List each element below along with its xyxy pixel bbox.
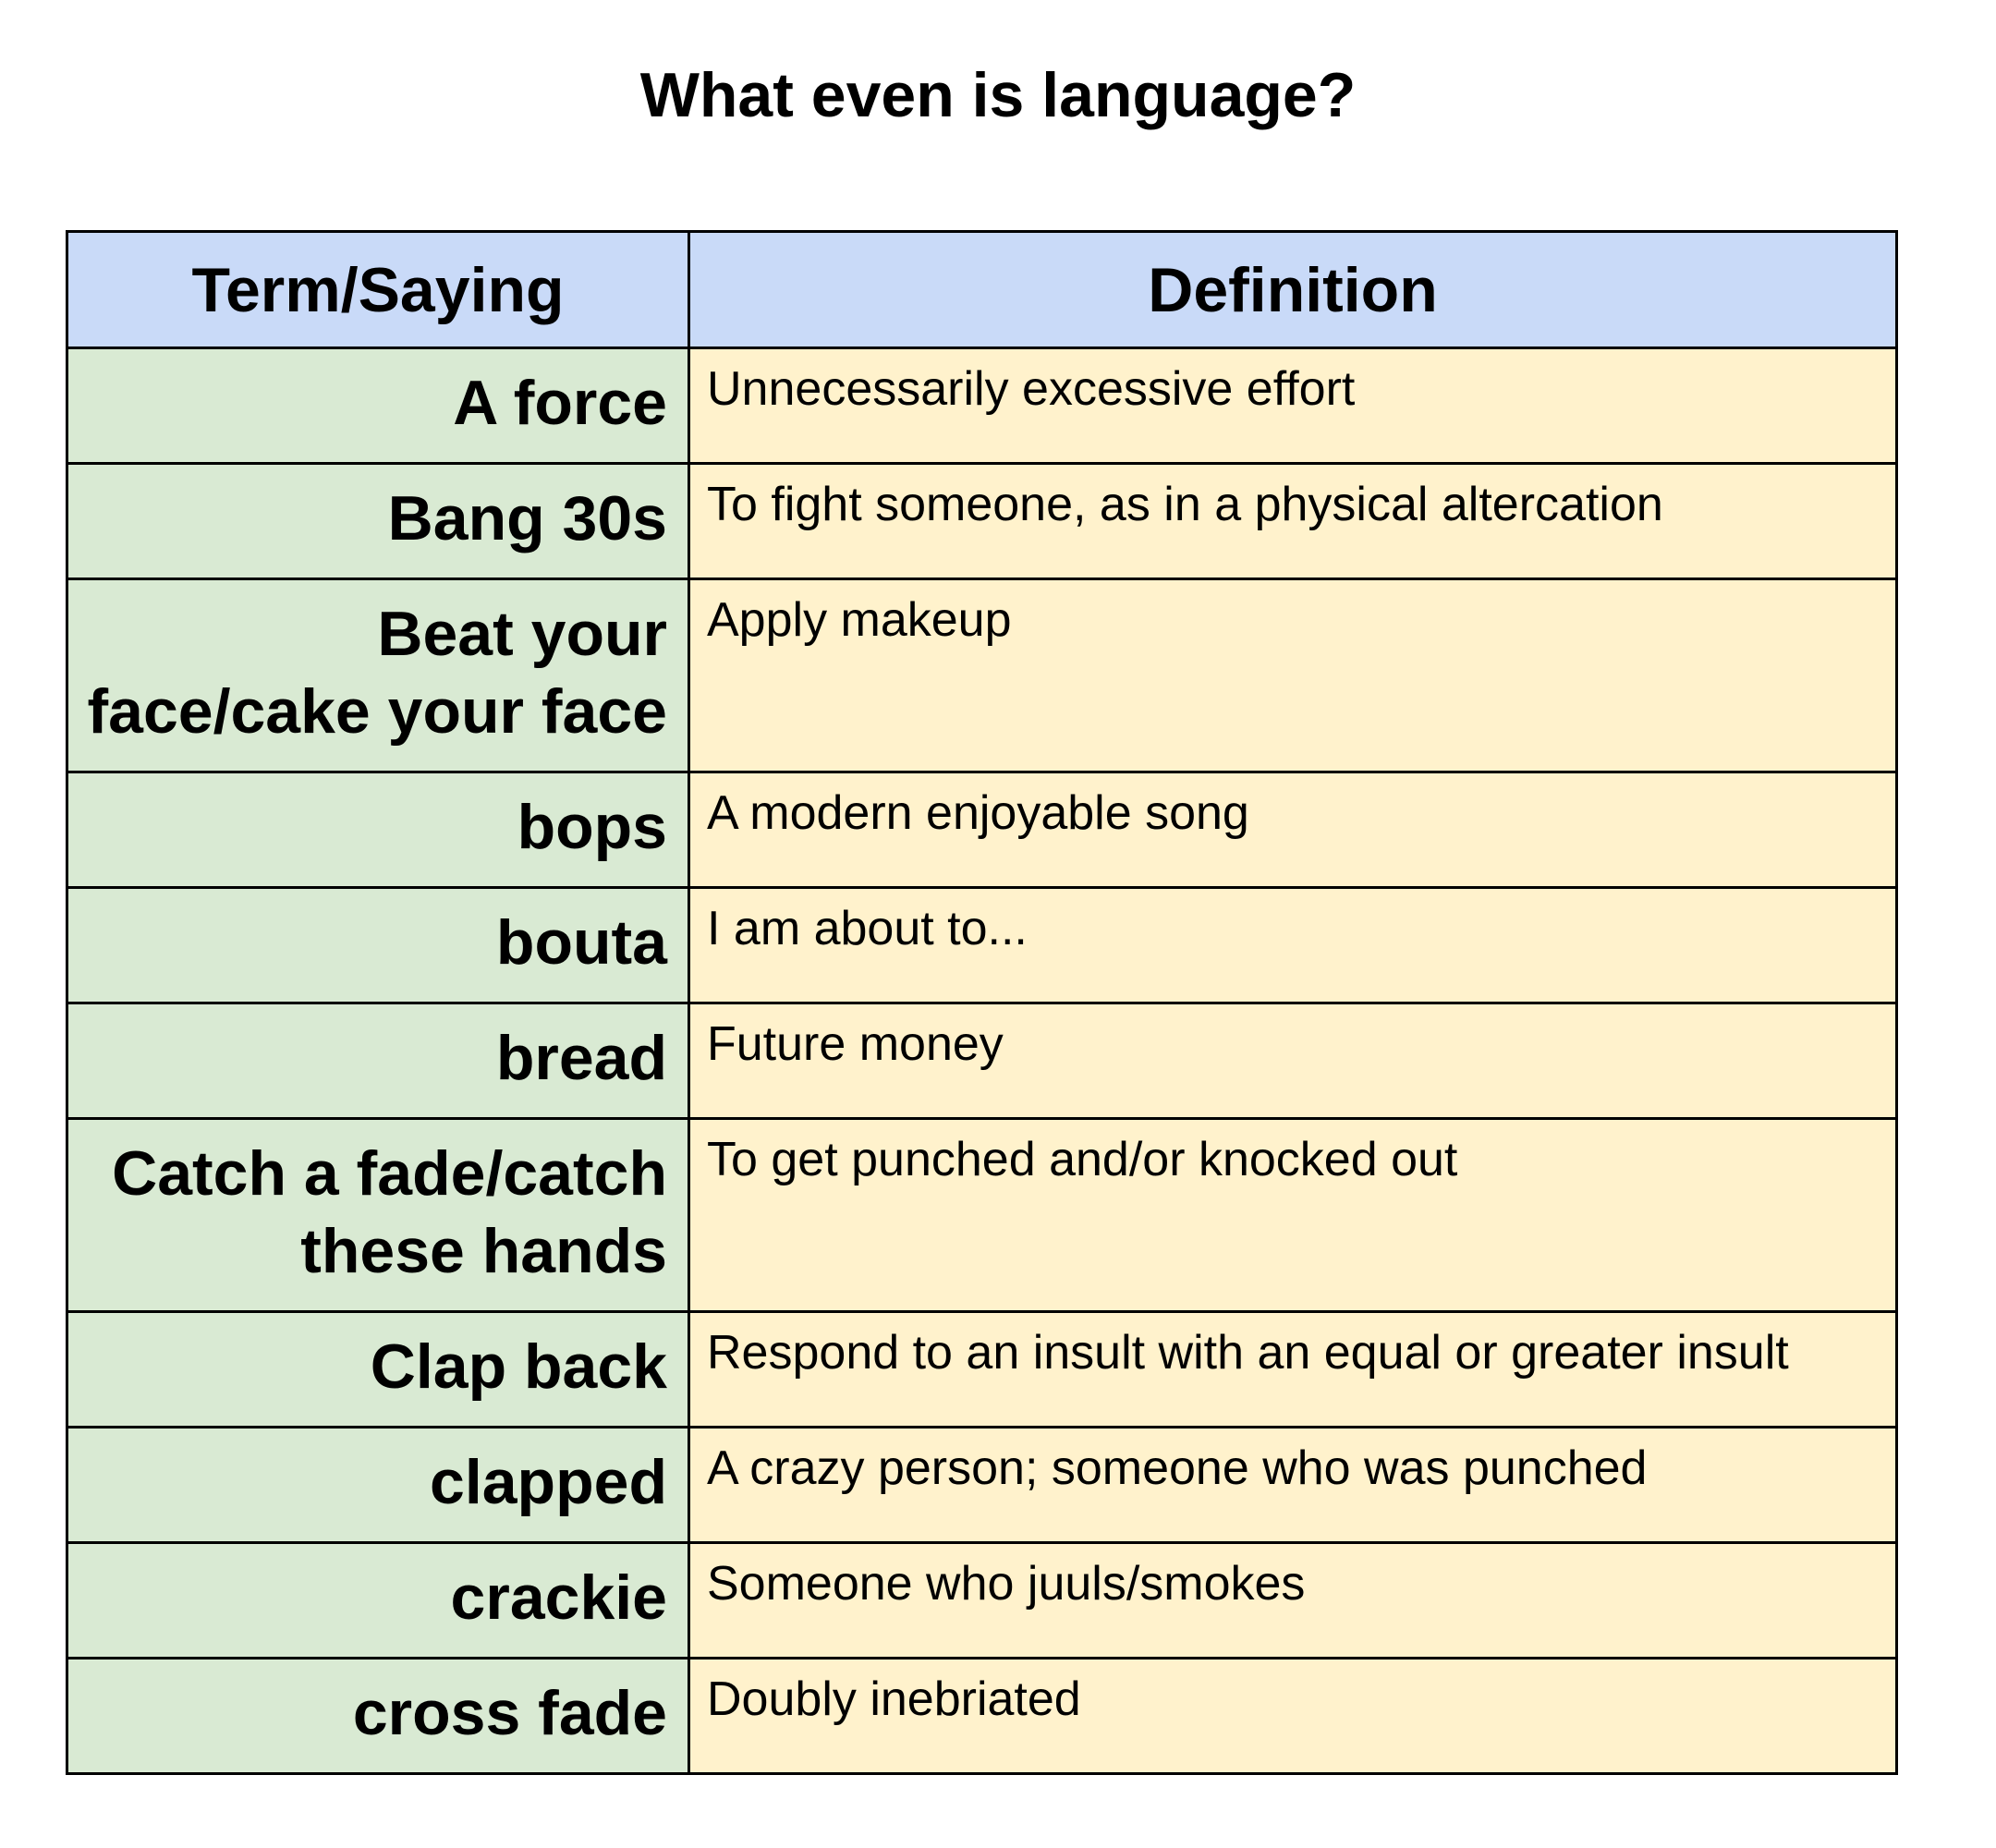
definition-cell: Someone who juuls/smokes xyxy=(689,1543,1897,1659)
definition-cell: Unnecessarily excessive effort xyxy=(689,348,1897,464)
table-row xyxy=(67,888,1897,1003)
table-row xyxy=(67,1428,1897,1543)
term-cell: Catch a fade/catch these hands xyxy=(67,1119,689,1312)
term-cell: bops xyxy=(67,772,689,888)
definition-cell: I am about to... xyxy=(689,888,1897,1003)
definition-cell: A modern enjoyable song xyxy=(689,772,1897,888)
term-cell: clapped xyxy=(67,1428,689,1543)
definition-cell: Apply makeup xyxy=(689,579,1897,772)
definition-cell: Future money xyxy=(689,1003,1897,1119)
term-cell: Beat your face/cake your face xyxy=(67,579,689,772)
page-title: What even is language? xyxy=(639,60,1357,130)
table-row xyxy=(67,348,1897,464)
table-row xyxy=(67,464,1897,579)
term-cell: crackie xyxy=(67,1543,689,1659)
term-cell: Bang 30s xyxy=(67,464,689,579)
table-row xyxy=(67,1659,1897,1774)
term-cell: bouta xyxy=(67,888,689,1003)
table-row xyxy=(67,1119,1897,1312)
term-cell: A force xyxy=(67,348,689,464)
term-column-header: Term/Saying xyxy=(67,232,689,348)
definition-cell: Doubly inebriated xyxy=(689,1659,1897,1774)
table-row xyxy=(67,579,1897,772)
header-row xyxy=(67,232,1897,348)
table-row xyxy=(67,1312,1897,1428)
term-cell: bread xyxy=(67,1003,689,1119)
table-row xyxy=(67,1543,1897,1659)
definition-cell: A crazy person; someone who was punched xyxy=(689,1428,1897,1543)
glossary-table xyxy=(66,230,1898,1775)
definition-cell: Respond to an insult with an equal or greater insult xyxy=(689,1312,1897,1428)
term-cell: Clap back xyxy=(67,1312,689,1428)
definition-column-header: Definition xyxy=(689,232,1897,348)
definition-cell: To fight someone, as in a physical altercation xyxy=(689,464,1897,579)
table-row xyxy=(67,1003,1897,1119)
definition-cell: To get punched and/or knocked out xyxy=(689,1119,1897,1312)
term-cell: cross fade xyxy=(67,1659,689,1774)
table-row xyxy=(67,772,1897,888)
